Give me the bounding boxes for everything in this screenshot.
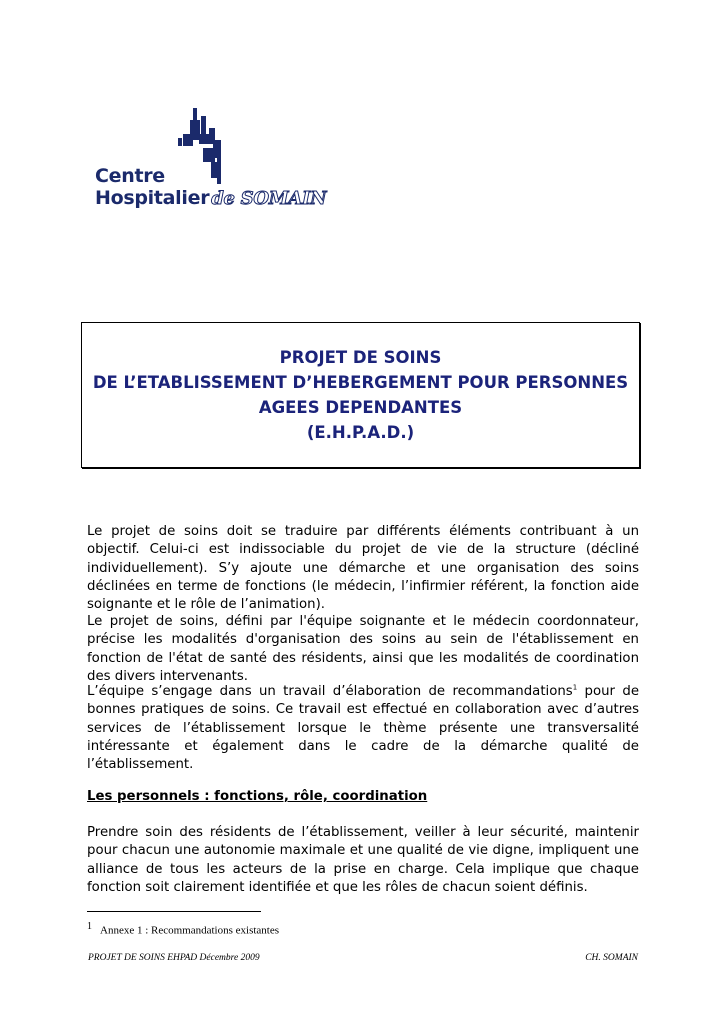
building-towers-icon xyxy=(173,108,223,186)
footnote xyxy=(87,920,279,938)
paragraph-personnel: Prendre soin des résidents de l’établissement, veiller à leur sécurité, maintenir pour chacun une autonomie maximale et une qualité de vie digne, impliquent une alliance de tous les acteurs de la prise en charge. Cela implique que chaque fonction soit clairement identifiée et que les rôles de chacun soient définis. xyxy=(87,825,639,895)
hospital-logo xyxy=(95,108,325,218)
paragraph-intro: Le projet de soins doit se traduire par différents éléments contribuant à un objectif. Celui-ci est indissociable du projet de vie de la structure (décliné individuellement). S’y ajoute une démarche et une organisation des soins déclinées en terme de fonctions (le médecin, l’infirmier référent, la fonction aide soignante et le rôle de l’animation). xyxy=(87,524,639,613)
logo-title-centre: Centre xyxy=(95,165,165,187)
footer-organization: CH. SOMAIN xyxy=(585,953,638,963)
logo-somain-text: de SOMAIN xyxy=(211,188,327,209)
footnote-number: 1 xyxy=(87,921,92,932)
document-title-box xyxy=(81,322,640,468)
title-line-3: AGEES DEPENDANTES xyxy=(258,398,463,417)
footnote-text: Annexe 1 : Recommandations existantes xyxy=(100,924,280,937)
logo-title-hospitalier xyxy=(95,188,326,209)
paragraph-recommendations xyxy=(87,683,639,774)
title-line-1: PROJET DE SOINS xyxy=(279,348,442,367)
footnote-divider xyxy=(87,911,261,912)
paragraph-recommendations-end: pour de bonnes pratiques de soins. Ce travail est effectué en collaboration avec d’autres services de l’établissement lorsque le thème présente une transversalité intéressante et également dans le cadre de la démarche qualité de l’établissement. xyxy=(87,684,640,773)
paragraph-definition: Le projet de soins, défini par l'équipe soignante et le médecin coordonnateur, précise les modalités d'organisation des soins au sein de l'établissement en fonction de l'état de santé des résidents, ainsi que les modalités de coordination des divers intervenants. xyxy=(87,614,639,684)
section-heading: Les personnels : fonctions, rôle, coordination xyxy=(87,789,428,804)
title-line-4: (E.H.P.A.D.) xyxy=(306,423,415,442)
footnote-reference[interactable]: 1 xyxy=(572,683,578,692)
paragraph-recommendations-start: L’équipe s’engage dans un travail d’élaboration de recommandations xyxy=(87,684,573,699)
title-line-2: DE L’ETABLISSEMENT D’HEBERGEMENT POUR PERSONNES xyxy=(92,373,629,392)
footer-document-info: PROJET DE SOINS EHPAD Décembre 2009 xyxy=(88,953,260,963)
logo-hospitalier-text: Hospitalier xyxy=(95,187,210,209)
